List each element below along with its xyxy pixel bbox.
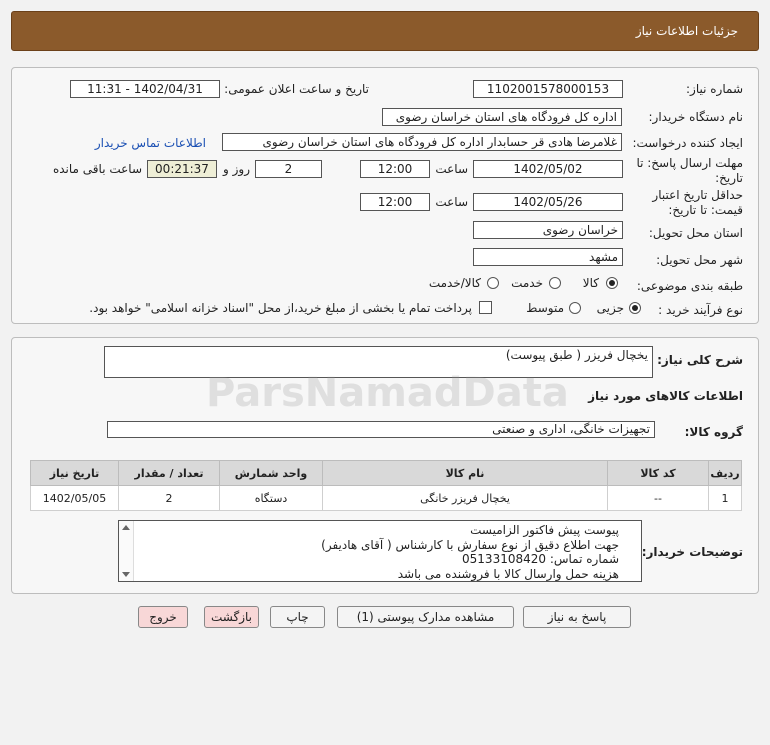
items-heading: اطلاعات کالاهای مورد نیاز [588,389,743,403]
col-unit: واحد شمارش [220,461,323,486]
col-row: ردیف [709,461,742,486]
notes-line: جهت اطلاع دقیق از نوع سفارش با کارشناس ( آقای هادیفر) [321,537,619,552]
category-radio-service[interactable] [549,277,561,289]
notes-scrollbar[interactable] [119,521,134,581]
buyer-org-field: اداره کل فرودگاه های استان خراسان رضوی [382,108,622,126]
buyer-org-label: نام دستگاه خریدار: [648,110,743,124]
requester-label: ایجاد کننده درخواست: [632,136,743,150]
announce-label: تاریخ و ساعت اعلان عمومی: [224,82,369,96]
group-field: تجهیزات خانگی، اداری و صنعتی [107,421,655,438]
city-label: شهر محل تحویل: [656,253,743,267]
process-radio-minor[interactable] [629,302,641,314]
items-table-header [31,461,742,486]
col-date: تاریخ نیاز [31,461,119,486]
items-table [30,460,742,511]
province-field: خراسان رضوی [473,221,623,239]
validity-time-field: 12:00 [360,193,430,211]
notes-line: پیوست پیش فاکتور الزامیست [470,523,619,537]
notes-line: هزینه حمل وارسال کالا با فروشنده می باشد [397,566,619,581]
buyer-contact-link[interactable]: اطلاعات تماس خریدار [94,136,206,150]
cell-row: 1 [709,486,742,511]
reply-button[interactable]: پاسخ به نیاز [523,606,631,628]
cell-quantity: 2 [119,486,220,511]
deadline-time-label: ساعت [435,162,468,176]
scroll-arrows-icon [119,521,133,581]
back-button[interactable]: بازگشت [204,606,259,628]
deadline-time-field: 12:00 [360,160,430,178]
deadline-date-field: 1402/05/02 [473,160,623,178]
buyer-notes-box[interactable] [118,520,642,582]
category-radio-goods-service[interactable] [487,277,499,289]
page-header [11,11,759,51]
desc-label: شرح کلی نیاز: [657,353,743,367]
cell-name: یخچال فریزر خانگی [323,486,608,511]
need-number-field: 1102001578000153 [473,80,623,98]
cell-date: 1402/05/05 [31,486,119,511]
treasury-payment-note: پرداخت تمام یا بخشی از مبلغ خرید،از محل "اسناد خزانه اسلامی" خواهد بود. [89,301,472,315]
table-row [31,486,742,511]
validity-time-label: ساعت [435,195,468,209]
group-label: گروه کالا: [684,425,743,439]
requester-field: غلامرضا هادی قر حسابدار اداره کل فرودگاه های استان خراسان رضوی [222,133,622,151]
cell-unit: دستگاه [220,486,323,511]
process-radio-medium[interactable] [569,302,581,314]
desc-field: یخچال فریزر ( طبق پیوست) [104,346,653,378]
deadline-label-line1: مهلت ارسال پاسخ: تا [636,156,743,170]
treasury-payment-checkbox[interactable] [479,301,492,314]
need-number-label: شماره نیاز: [686,82,743,96]
process-option-medium: متوسط [526,301,564,315]
process-option-minor: جزیی [596,301,624,315]
cell-code: -- [608,486,709,511]
category-option-goods: کالا [582,276,599,290]
deadline-label-line2: تاریخ: [715,171,743,185]
category-option-goods-service: کالا/خدمت [428,276,481,290]
remaining-label: ساعت باقی مانده [52,162,142,176]
col-quantity: تعداد / مقدار [119,461,220,486]
announce-field: 1402/04/31 - 11:31 [70,80,220,98]
days-field: 2 [255,160,322,178]
process-label: نوع فرآیند خرید : [658,303,743,317]
notes-label: توضیحات خریدار: [641,545,743,559]
category-label: طبقه بندی موضوعی: [636,279,743,293]
remaining-time-field: 00:21:37 [147,160,217,178]
page-title: جزئیات اطلاعات نیاز [635,24,738,38]
attachments-button[interactable]: مشاهده مدارک پیوستی (1) [337,606,514,628]
col-code: کد کالا [608,461,709,486]
exit-button[interactable]: خروج [138,606,188,628]
category-radio-goods[interactable] [606,277,618,289]
col-name: نام کالا [323,461,608,486]
category-option-service: خدمت [511,276,543,290]
watermark-logo: ParsNamadData [206,370,569,416]
notes-line: شماره تماس: 05133108420 [462,552,619,566]
validity-label-line2: قیمت: تا تاریخ: [668,203,743,217]
city-field: مشهد [473,248,623,266]
validity-label-line1: حداقل تاریخ اعتبار [652,188,743,202]
days-label: روز و [223,162,250,176]
province-label: استان محل تحویل: [648,226,743,240]
validity-date-field: 1402/05/26 [473,193,623,211]
print-button[interactable]: چاپ [270,606,325,628]
